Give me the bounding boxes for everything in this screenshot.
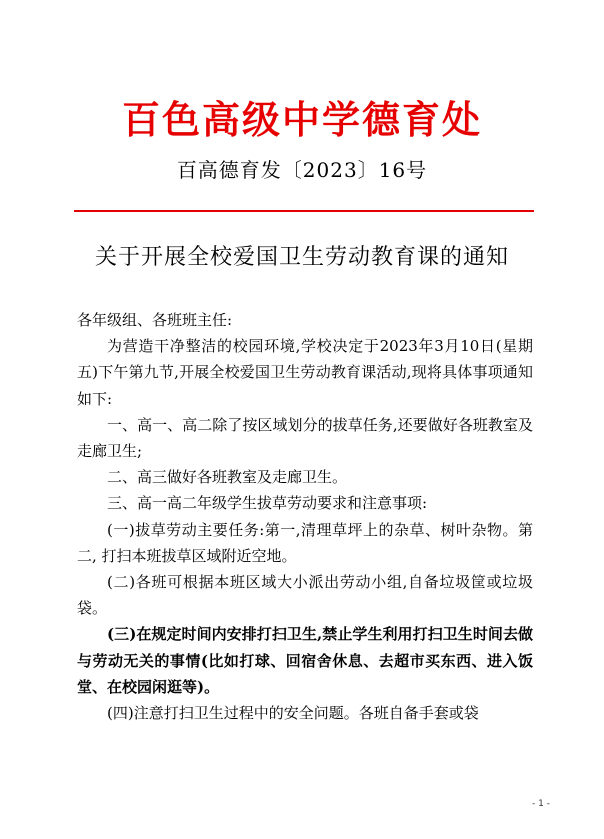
requirement-four-paragraph: (四)注意打扫卫生过程中的安全问题。各班自备手套或袋	[107, 704, 479, 723]
page-number: - 1 -	[532, 799, 550, 809]
salutation: 各年级组、各班班主任:	[77, 311, 233, 329]
notice-title: 关于开展全校爱国卫生劳动教育课的通知	[94, 245, 509, 270]
requirement-three-paragraph: (三)在规定时间内安排打扫卫生,禁止学生利用打扫卫生时间去做与劳动无关的事情(比如打球、回宿舍休息、去超市买东西、进入饭堂、在校园闲逛等)。	[77, 625, 533, 696]
item-three-paragraph: 三、高一高二年级学生拔草劳动要求和注意事项:	[107, 494, 428, 513]
intro-paragraph: 为营造干净整洁的校园环境,学校决定于2023年3月10日(星期五)下午第九节,开展全校爱国卫生劳动教育课活动,现将具体事项通知如下:	[77, 337, 533, 408]
red-divider-line	[74, 210, 534, 212]
item-two-paragraph: 二、高三做好各班教室及走廊卫生。	[107, 468, 348, 487]
requirement-one-paragraph: (一)拔草劳动主要任务:第一,清理草坪上的杂草、树叶杂物。第二, 打扫本班拔草区域附近空地。	[77, 520, 533, 565]
notice-body	[77, 307, 533, 726]
issuing-office-header: 百色高级中学德育处	[121, 98, 482, 142]
document-number: 百高德育发〔2023〕16号	[176, 158, 428, 182]
requirement-two-paragraph: (二)各班可根据本班区域大小派出劳动小组,自备垃圾筐或垃圾袋。	[77, 573, 533, 618]
item-one-paragraph: 一、高一、高二除了按区域划分的拔草任务,还要做好各班教室及走廊卫生;	[77, 415, 533, 461]
